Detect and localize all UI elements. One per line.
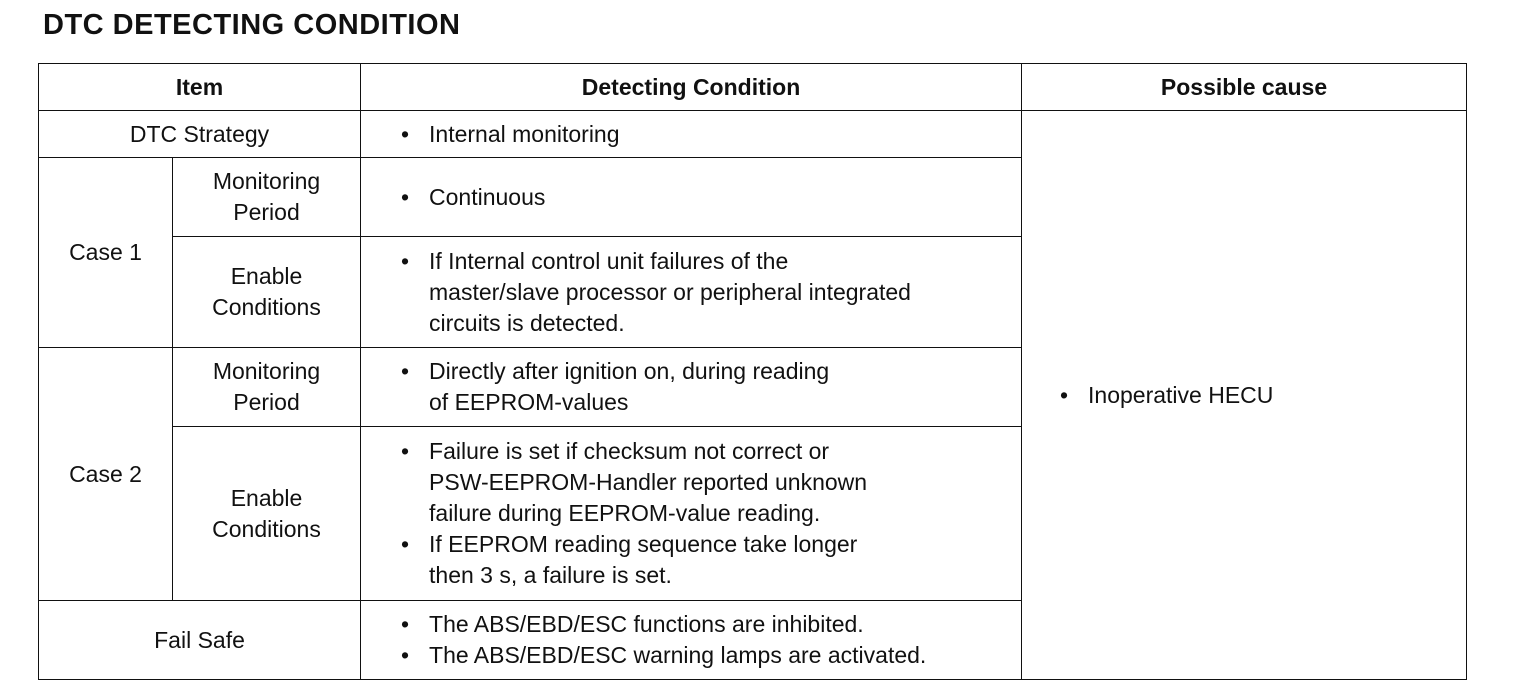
condition-bullet-item: • The ABS/EBD/ESC functions are inhibited. xyxy=(399,609,1021,640)
bullet-icon: • xyxy=(401,438,410,464)
case1-label: Case 1 xyxy=(39,158,173,348)
case2-label: Case 2 xyxy=(39,348,173,601)
fail-safe-condition xyxy=(361,601,1022,680)
page-title: DTC DETECTING CONDITION xyxy=(43,9,461,41)
case2-enable-conditions-label: Enable Conditions xyxy=(173,427,361,601)
condition-bullet-item: • The ABS/EBD/ESC warning lamps are activated. xyxy=(399,640,1021,671)
case1-monitoring-period-label: Monitoring Period xyxy=(173,158,361,237)
header-detecting-condition: Detecting Condition xyxy=(361,64,1022,111)
case2-monitoring-condition xyxy=(361,348,1022,427)
bullet-icon: • xyxy=(401,642,410,668)
bullet-icon: • xyxy=(401,531,410,557)
possible-cause-cell xyxy=(1022,111,1467,680)
bullet-icon: • xyxy=(401,611,410,637)
bullet-icon: • xyxy=(1060,381,1069,408)
case2-monitoring-period-label: Monitoring Period xyxy=(173,348,361,427)
dtc-strategy-condition xyxy=(361,111,1022,158)
bullet-icon: • xyxy=(401,247,410,274)
case1-enable-condition xyxy=(361,237,1022,348)
header-possible-cause: Possible cause xyxy=(1022,64,1467,111)
dtc-condition-table xyxy=(38,63,1467,680)
dtc-strategy-label: DTC Strategy xyxy=(39,111,361,158)
bullet-icon: • xyxy=(401,183,410,210)
cause-bullet-item: • Inoperative HECU xyxy=(1058,380,1466,411)
bullet-icon: • xyxy=(401,358,410,384)
condition-bullet-item: • If Internal control unit failures of the master/slave processor or peripheral integrated circuits is detected. xyxy=(401,247,911,336)
condition-bullet-item: • Internal monitoring xyxy=(399,119,1021,150)
case1-enable-conditions-label: Enable Conditions xyxy=(173,237,361,348)
condition-bullet-item: • Directly after ignition on, during reading of EEPROM-values xyxy=(401,358,830,415)
condition-bullet-item: • If EEPROM reading sequence take longer then 3 s, a failure is set. xyxy=(401,531,858,588)
table-row-dtc-strategy xyxy=(39,111,1467,158)
case2-enable-condition xyxy=(361,427,1022,601)
condition-bullet-item: • Failure is set if checksum not correct or PSW-EEPROM-Handler reported unknown failure during EEPROM-value reading. xyxy=(401,438,868,526)
table-header-row xyxy=(39,64,1467,111)
header-item: Item xyxy=(39,64,361,111)
bullet-icon: • xyxy=(401,120,410,147)
case1-monitoring-condition xyxy=(361,158,1022,237)
condition-bullet-item: • Continuous xyxy=(399,182,1021,213)
fail-safe-label: Fail Safe xyxy=(39,601,361,680)
